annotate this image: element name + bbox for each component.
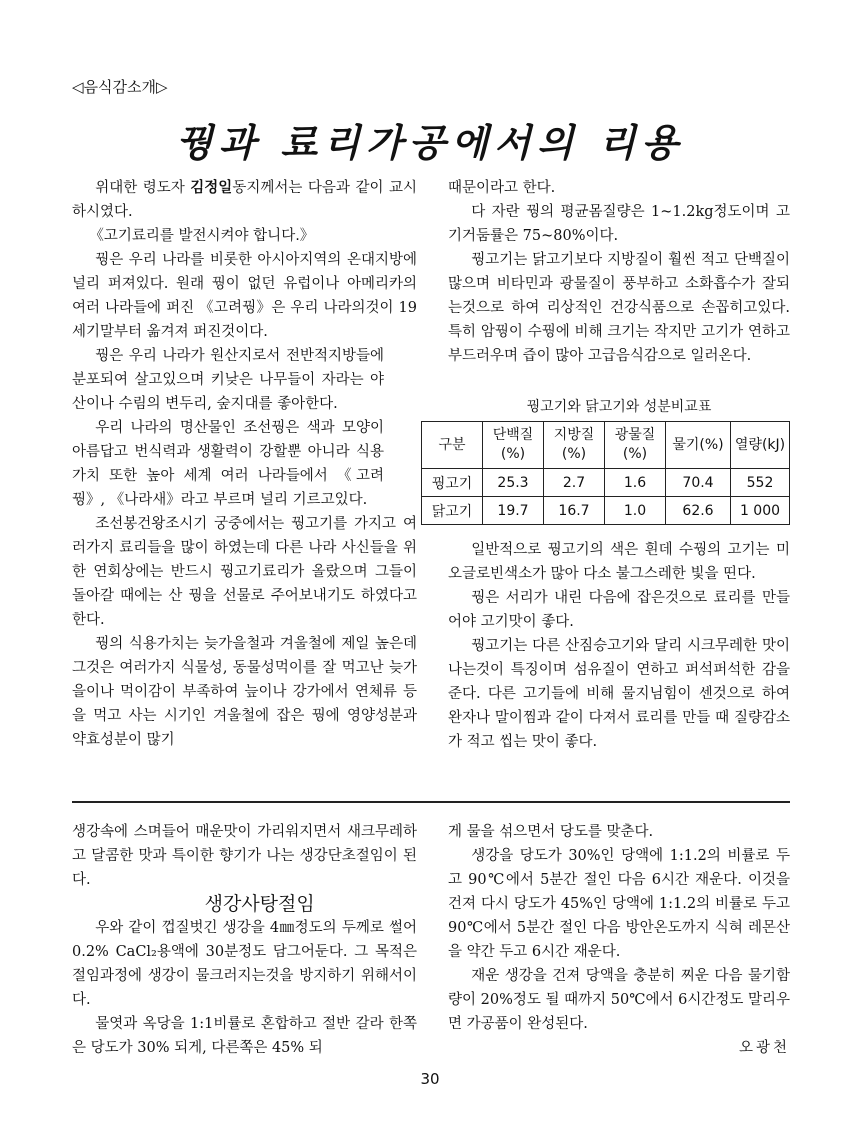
comparison-table [421,421,790,525]
section-divider [72,801,790,803]
table-header: 광물질 (%) [605,422,666,469]
table-cell: 19.7 [483,497,544,525]
paragraph: 게 물을 섞으면서 당도를 맞춘다. [448,824,654,840]
table-cell: 1 000 [731,497,790,525]
table-cell: 16.7 [544,497,605,525]
table-cell: 닭고기 [422,497,483,525]
paragraph: 꿩은 우리 나라를 비롯한 아시아지역의 온대지방에 널리 퍼져있다. 원래 꿩이 없던 유럽이나 아메리카의 여러 나라들에 퍼진 《고려꿩》은 우리 나라의것이 19세기말부터 옮겨져 퍼진것이다. [72,252,417,340]
paragraph: 생강을 당도가 30%인 당액에 1:1.2의 비률로 두고 90℃에서 5분간 절인 다음 6시간 재운다. 이것을 건져 다시 당도가 45%인 당액에 1:1.2의 비률로 두고 90℃에서 5분간 절인 다음 방안온도까지 식혀 레몬산을 약간 두고 6시간 재운다. [448,848,790,960]
paragraph: 꿩의 식용가치는 늦가을철과 겨울철에 제일 높은데 그것은 여러가지 식물성, 동물성먹이를 잘 먹고난 늦가을이나 먹이감이 부족하여 늪이나 강가에서 연체류 등을 먹고 사는 시기인 겨울철에 잡은 꿩에 영양성분과 약효성분이 많기 [72,636,417,748]
table-header: 구분 [422,422,483,469]
table-cell: 62.6 [666,497,731,525]
table-header: 물기(%) [666,422,731,469]
column-1 [72,176,417,752]
table-cell: 70.4 [666,469,731,497]
table-cell: 꿩고기 [422,469,483,497]
table-cell: 552 [731,469,790,497]
quote: 《고기료리를 발전시켜야 합니다.》 [89,228,315,244]
page-number: 30 [420,1070,440,1088]
table-row [422,469,790,497]
table-cell: 1.6 [605,469,666,497]
article-title: 꿩과 료리가공에서의 리용 [175,120,685,165]
paragraph: 생강속에 스며들어 매운맛이 가리워지면서 새크무레하고 달콤한 맛과 특이한 향기가 나는 생강단초절임이 된다. [72,824,417,888]
category-label: ◁음식감소개▷ [72,78,168,96]
table-header: 지방질 (%) [544,422,605,469]
author-name: 오광천 [738,1040,790,1056]
paragraph: 꿩은 우리 나라가 원산지로서 전반적지방들에 분포되여 살고있으며 키낮은 나무들이 자라는 야산이나 수림의 변두리, 숲지대를 좋아한다. [72,348,384,412]
column-5 [448,820,790,1060]
table-row [422,497,790,525]
paragraph: 꿩고기는 다른 산짐승고기와 달리 시크무레한 맛이 나는것이 특징이며 섬유질이 연하고 퍼석퍼석한 감을 준다. 다른 고기들에 비해 물지님힘이 센것으로 하여 완자나 말이찜과 같이 다져서 료리를 만들 때 질량감소가 적고 씹는 맛이 좋다. [448,638,790,750]
column-3 [448,538,790,754]
paragraph: 꿩고기는 닭고기보다 지방질이 훨씬 적고 단백질이 많으며 비타민과 광물질이 풍부하고 소화흡수가 잘되는것으로 하여 리상적인 건강식품으로 손꼽히고있다. 특히 암꿩이 수꿩에 비해 크기는 작지만 고기가 연하고 부드러우며 즙이 많아 고급음식감으로 일러온다. [448,252,790,364]
paragraph: 우와 같이 껍질벗긴 생강을 4㎜정도의 두께로 썰어 0.2% CaCl₂용액에 30분정도 담그어둔다. 그 목적은 절임과정에 생강이 물크러지는것을 방지하기 위해서이다. [72,920,417,1008]
paragraph: 일반적으로 꿩고기의 색은 흰데 수꿩의 고기는 미오글로빈색소가 많아 다소 불그스레한 빛을 띤다. [448,542,790,582]
table-caption: 꿩고기와 닭고기와 성분비교표 [526,399,712,415]
paragraph: 조선봉건왕조시기 궁중에서는 꿩고기를 가지고 여러가지 료리들을 많이 하였는데 다른 나라 사신들을 위한 연회상에는 반드시 꿩고기료리가 올랐으며 그들이 돌아갈 때에는 산 꿩을 선물로 주어보내기도 하였다고 한다. [72,516,417,628]
paragraph: 우리 나라의 명산물인 조선꿩은 색과 모양이 아름답고 번식력과 생활력이 강할뿐 아니라 식용가치 또한 높아 세계 여러 나라들에서 《고려꿩》, 《나라새》라고 부르며 널리 기르고있다. [72,420,384,508]
section-subtitle: 생강사탕절임 [204,893,315,915]
paragraph: 꿩은 서리가 내린 다음에 잡은것으로 료리를 만들어야 고기맛이 좋다. [448,590,790,630]
paragraph: 물엿과 옥당을 1:1비률로 혼합하고 절반 갈라 한쪽은 당도가 30% 되게, 다른쪽은 45% 되 [72,1016,417,1056]
table-cell: 25.3 [483,469,544,497]
table-header-row [422,422,790,469]
column-4 [72,820,417,1060]
table-cell: 2.7 [544,469,605,497]
table-header: 단백질 (%) [483,422,544,469]
paragraph: 위대한 령도자 김정일동지께서는 다음과 같이 교시하시였다. [72,179,417,220]
paragraph: 재운 생강을 건져 당액을 충분히 찌운 다음 물기함량이 20%정도 될 때까지 50℃에서 6시간정도 말리우면 가공품이 완성된다. [448,968,790,1032]
table-header: 열량(kJ) [731,422,790,469]
column-2 [448,176,790,368]
paragraph: 다 자란 꿩의 평균몸질량은 1~1.2kg정도이며 고기거둠률은 75~80%이다. [448,204,790,244]
paragraph: 때문이라고 한다. [448,180,556,196]
table-cell: 1.0 [605,497,666,525]
